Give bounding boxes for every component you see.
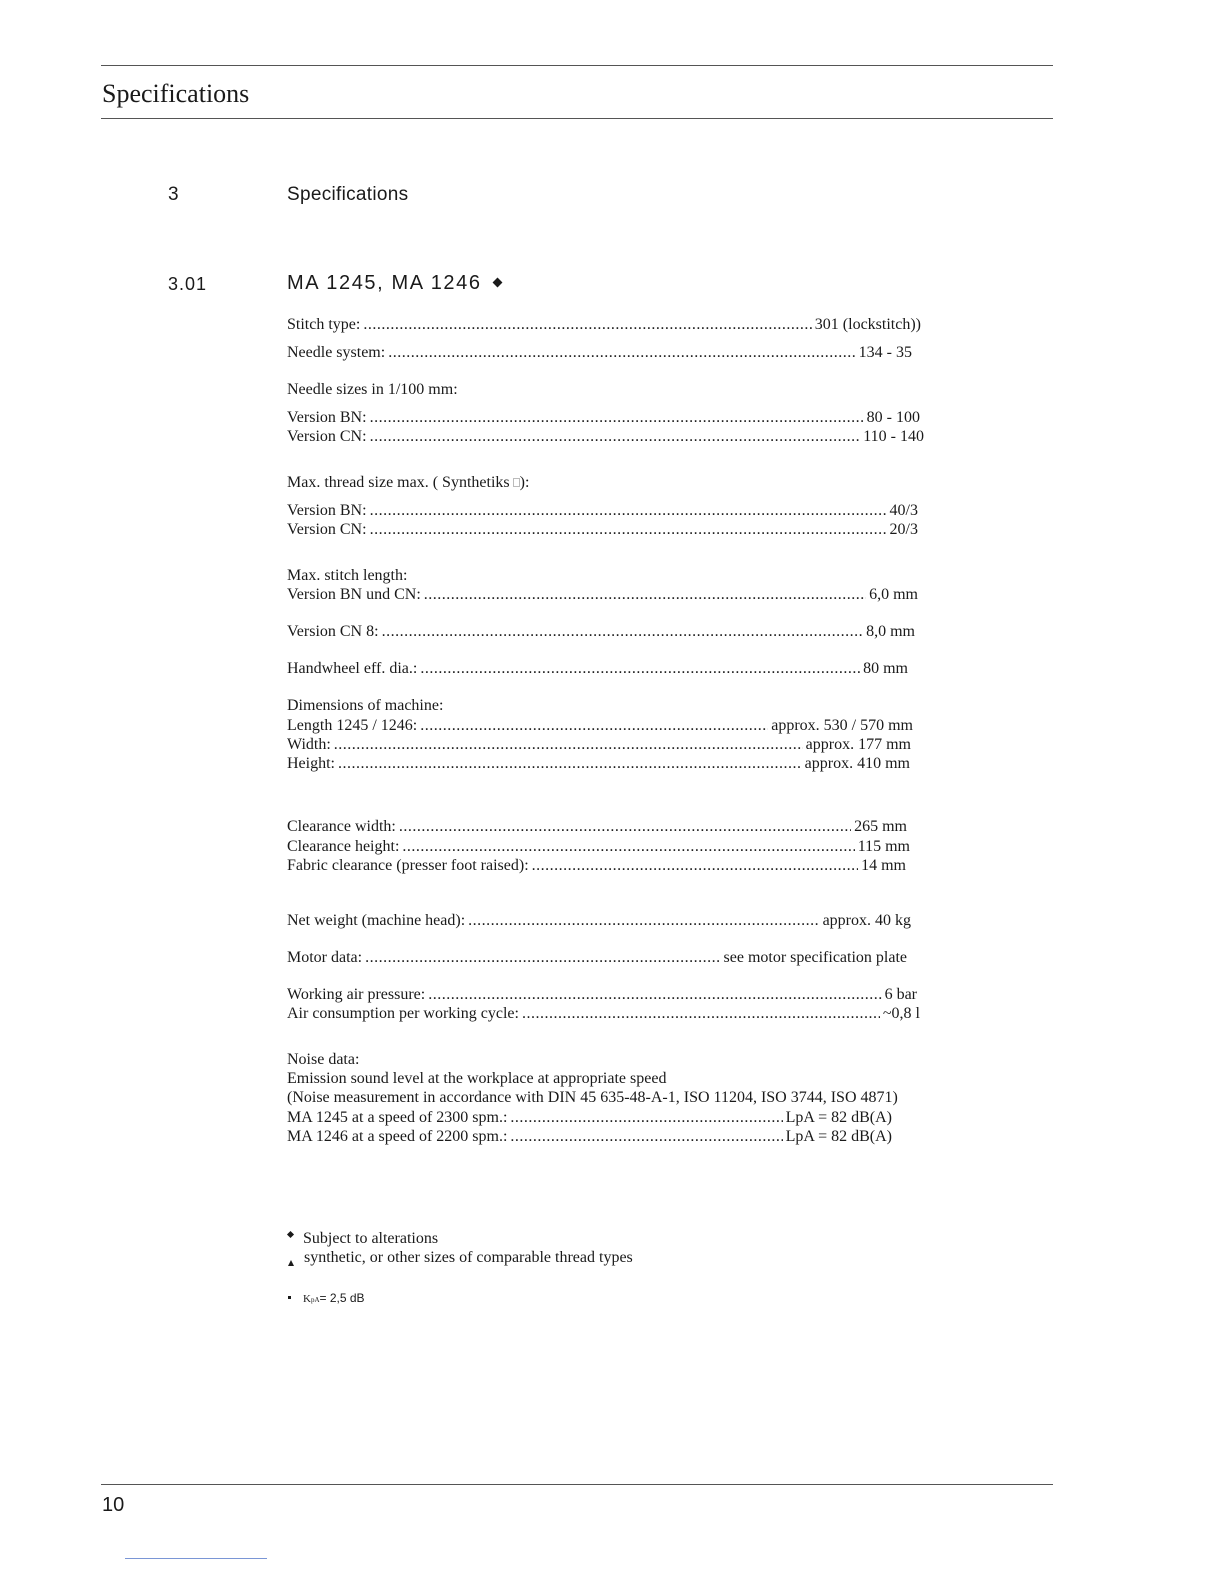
leader-dots [388, 343, 855, 362]
spec-thread-cn [287, 520, 918, 539]
spec-label: Clearance width: [287, 818, 396, 835]
leader-dots [370, 501, 887, 520]
spec-length [287, 716, 913, 735]
spec-label: Version BN: [287, 502, 367, 519]
spec-value: 115 mm [857, 838, 910, 855]
spec-label: Version BN: [287, 409, 367, 426]
spec-value: 6,0 mm [869, 586, 918, 603]
spec-value: approx. 40 kg [822, 912, 911, 929]
leader-dots [338, 754, 802, 773]
spec-label: MA 1246 at a speed of 2200 spm.: [287, 1128, 508, 1145]
spec-handwheel [287, 659, 908, 678]
spec-value: 301 (lockstitch)) [814, 316, 921, 333]
leader-dots [510, 1127, 782, 1146]
footnote-synthetic [287, 1248, 633, 1267]
spec-net-weight [287, 911, 911, 930]
spec-width [287, 735, 911, 754]
leader-dots [420, 659, 860, 678]
noise-heading: Noise data: [287, 1051, 360, 1068]
leader-dots [382, 622, 864, 641]
stitch-length-heading: Max. stitch length: [287, 567, 408, 584]
spec-value: 6 bar [884, 986, 917, 1003]
noise-standards: (Noise measurement in accordance with DIN 45 635-48-A-1, ISO 11204, ISO 3744, ISO 4871) [287, 1089, 898, 1106]
spec-motor [287, 948, 907, 967]
kpa-symbol: K [303, 1293, 311, 1305]
spec-value: 110 - 140 [863, 428, 924, 445]
spec-stitch-type [287, 315, 921, 334]
leader-dots [522, 1004, 880, 1023]
spec-value: 265 mm [854, 818, 907, 835]
footnote-text: synthetic, or other sizes of comparable thread types [304, 1249, 633, 1266]
header-rule-top [101, 65, 1053, 66]
spec-label: Version BN und CN: [287, 586, 421, 603]
spec-clearance-height [287, 837, 910, 856]
spec-label: Length 1245 / 1246: [287, 717, 418, 734]
spec-value: 134 - 35 [858, 344, 912, 361]
spec-value: LpA = 82 dB(A) [785, 1128, 892, 1145]
leader-dots [420, 716, 768, 735]
section-number: 3 [168, 184, 179, 205]
spec-label: Height: [287, 755, 335, 772]
thread-size-heading [287, 473, 529, 492]
section-title: Specifications [287, 184, 409, 205]
spec-label: Version CN: [287, 428, 367, 445]
leader-dots [370, 408, 864, 427]
spec-label: Motor data: [287, 949, 363, 966]
leader-dots [510, 1108, 782, 1127]
page-number: 10 [102, 1494, 125, 1516]
spec-needle-cn [287, 427, 924, 446]
thread-heading-close: ): [519, 474, 530, 491]
leader-dots [428, 985, 881, 1004]
noise-description: Emission sound level at the workplace at appropriate speed [287, 1070, 667, 1087]
diamond-icon [492, 278, 502, 288]
spec-label: Version CN 8: [287, 623, 379, 640]
header-rule-bottom [101, 118, 1053, 119]
footer-rule [101, 1484, 1053, 1485]
leader-dots [424, 585, 866, 604]
spec-stitch-cn8 [287, 622, 915, 641]
kpa-value: = 2,5 dB [319, 1291, 365, 1305]
triangle-bullet-icon [288, 1260, 294, 1266]
spec-value: 80 mm [863, 660, 908, 677]
footnote-kpa [287, 1288, 365, 1310]
spec-label: MA 1245 at a speed of 2300 spm.: [287, 1109, 508, 1126]
page-header-title: Specifications [102, 79, 250, 108]
spec-stitch-bn-cn [287, 585, 918, 604]
leader-dots [468, 911, 819, 930]
footnote-marker-icon [513, 478, 520, 487]
dimensions-heading: Dimensions of machine: [287, 697, 444, 714]
spec-air-consumption [287, 1004, 920, 1023]
spec-thread-bn [287, 501, 918, 520]
spec-value: LpA = 82 dB(A) [785, 1109, 892, 1126]
spec-noise-1245 [287, 1108, 892, 1127]
spec-noise-1246 [287, 1127, 892, 1146]
kpa-subscript: pA [310, 1296, 320, 1304]
square-bullet-icon [288, 1296, 291, 1299]
spec-label: Version CN: [287, 521, 367, 538]
spec-needle-bn [287, 408, 920, 427]
spec-label: Stitch type: [287, 316, 361, 333]
footer-link-underline [125, 1558, 267, 1559]
spec-label: Width: [287, 736, 331, 753]
footnote-text: Subject to alterations [303, 1230, 439, 1247]
spec-label: Working air pressure: [287, 986, 426, 1003]
needle-sizes-heading: Needle sizes in 1/100 mm: [287, 381, 458, 398]
spec-height [287, 754, 910, 773]
spec-label: Net weight (machine head): [287, 912, 466, 929]
leader-dots [370, 520, 887, 539]
subsection-number: 3.01 [168, 274, 208, 294]
kpa-label [303, 1293, 365, 1305]
subsection-title-text: MA 1245, MA 1246 [287, 272, 482, 294]
leader-dots [370, 427, 861, 446]
spec-needle-system [287, 343, 912, 362]
leader-dots [402, 837, 854, 856]
leader-dots [334, 735, 803, 754]
spec-value: approx. 410 mm [804, 755, 910, 772]
spec-label: Air consumption per working cycle: [287, 1005, 519, 1022]
subsection-title [287, 272, 501, 295]
spec-value: 8,0 mm [866, 623, 915, 640]
spec-label: Fabric clearance (presser foot raised): [287, 857, 529, 874]
leader-dots [399, 817, 851, 836]
spec-label: Handwheel eff. dia.: [287, 660, 418, 677]
spec-clearance-width [287, 817, 907, 836]
spec-label: Needle system: [287, 344, 386, 361]
spec-value: approx. 530 / 570 mm [771, 717, 913, 734]
spec-fabric-clearance [287, 856, 906, 875]
spec-value: 80 - 100 [866, 409, 920, 426]
thread-heading-text: Max. thread size max. ( Synthetiks [287, 474, 510, 491]
leader-dots [363, 315, 811, 334]
spec-label: Clearance height: [287, 838, 400, 855]
spec-value: ~0,8 l [882, 1005, 920, 1022]
spec-air-pressure [287, 985, 917, 1004]
spec-value: approx. 177 mm [805, 736, 911, 753]
leader-dots [532, 856, 858, 875]
spec-value: 20/3 [889, 521, 918, 538]
spec-value: 40/3 [889, 502, 918, 519]
diamond-bullet-icon [287, 1231, 294, 1238]
spec-value: 14 mm [861, 857, 906, 874]
leader-dots [365, 948, 720, 967]
footnote-alterations [287, 1229, 438, 1248]
spec-value: see motor specification plate [723, 949, 907, 966]
